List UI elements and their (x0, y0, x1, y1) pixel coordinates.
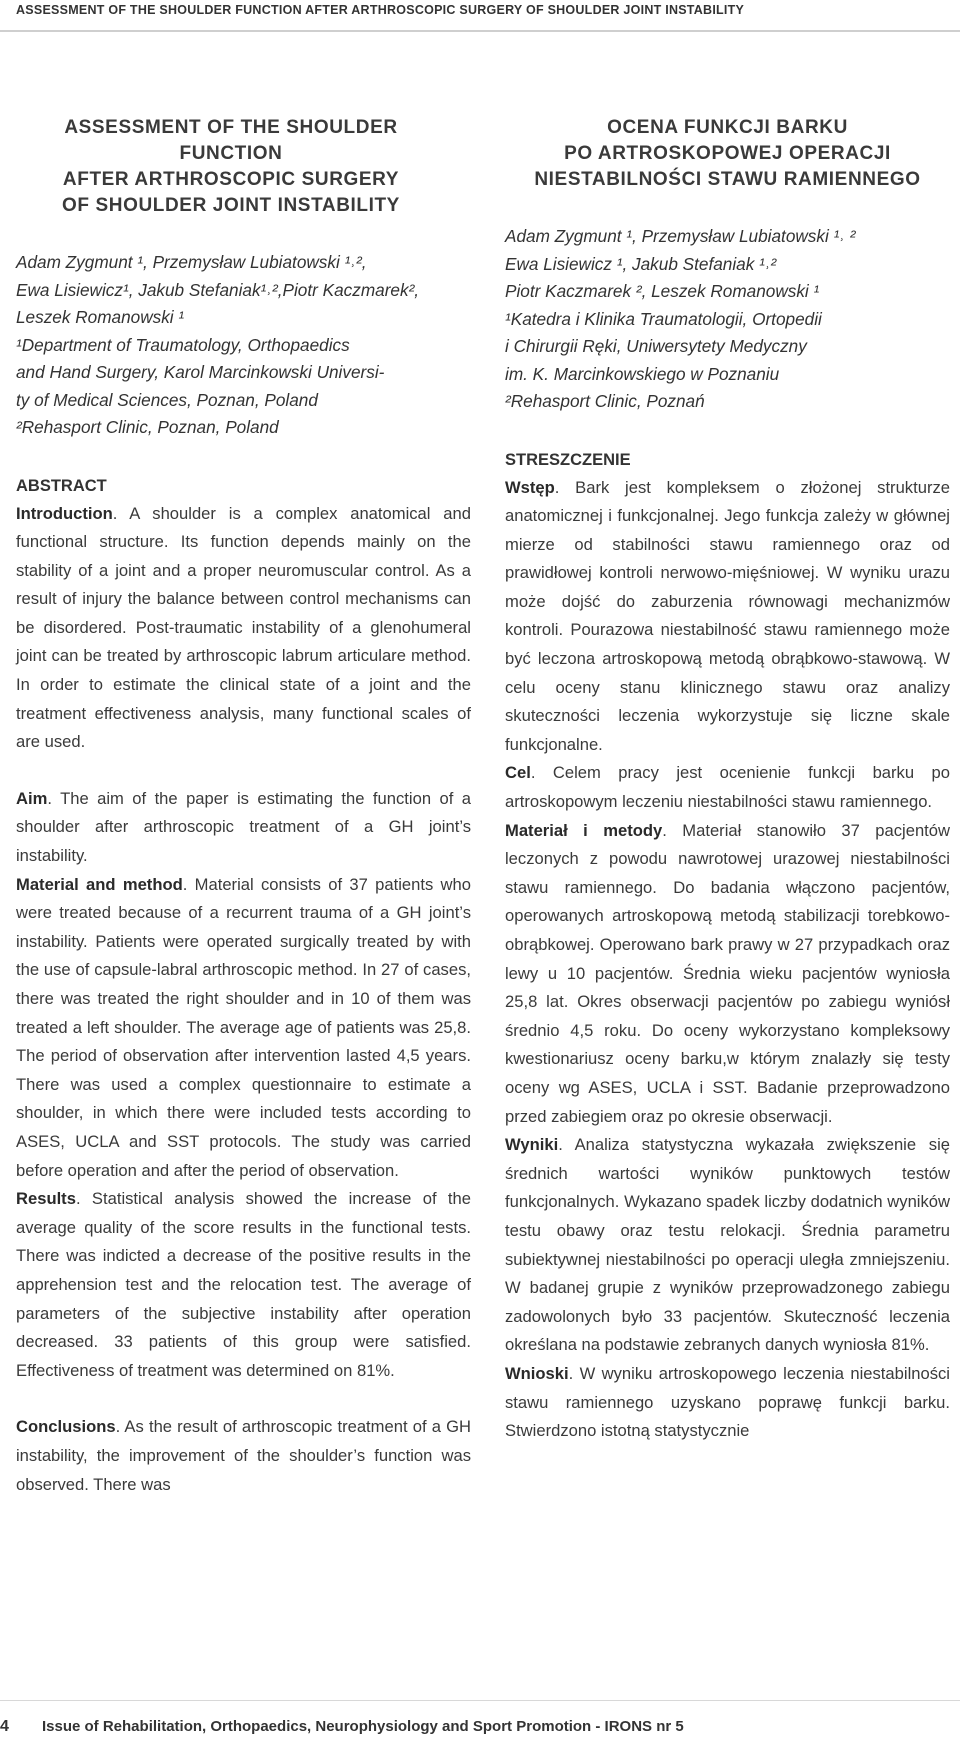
wstep-text: . Bark jest kompleksem o złożonej strukturze anatomicznej i funkcjonalnej. Jego funkcja zależy w głównej mierze od stabilności stawu ramiennego oraz od prawidłowej kontroli nerwowo-mięśniowej. W wyniku urazu może dojść do zaburzenia równowagi mechanizmów kontroli. Pourazowa niestabilność stawu ramiennego może być leczona artroskopową metodą obrąbkowo-stawową. W celu oceny stanu klinicznego stawu oraz analizy skuteczności leczenia wykorzystuje się liczne skale funkcjonalne. (505, 477, 950, 754)
abstract-heading: ABSTRACT (16, 476, 107, 495)
material-metody-text: . Materiał stanowiło 37 pacjentów leczonych z powodu nawrotowej urazowej niestabilności stawu ramiennego. Do badania włączono pacjentów, operowanych artroskopową metodą stabilizacji torebkowo-obrąbkowej. Operowano bark prawy w 27 przypadkach oraz lewy u 10 pacjentów. Średnia wieku pacjentów wyniosła 25,8 lat. Okres obserwacji pacjentów po zabiegu wyniósł średnio 4,5 roku. Do oceny wykorzystano kompleksowy kwestionariusz oceny barku,w którym znalazły się testy oceny wg ASES, UCLA i SST. Badanie przeprowadzono przed zabiegiem oraz po okresie obserwacji. (505, 820, 950, 1126)
material-method-label: Material and method (16, 874, 183, 894)
results-text: . Statistical analysis showed the increase of the average quality of the score results in the functional tests. There was indicted a decrease of the positive results in the apprehension test and the relocation test. The average of parameters of the subjective instability after operation decreased. 33 patients of this group were satisfied. Effectiveness of treatment was determined on 81%. (16, 1189, 471, 1380)
english-title-line: OF SHOULDER JOINT INSTABILITY (62, 195, 400, 216)
streszczenie-heading: STRESZCZENIE (505, 450, 631, 469)
wyniki-label: Wyniki (505, 1135, 559, 1155)
author-line: Ewa Lisiewicz¹, Jakub Stefaniak¹˒²,Piotr Kaczmarek², (16, 279, 420, 300)
english-title-line: AFTER ARTHROSCOPIC SURGERY (62, 169, 400, 190)
material-method-paragraph (16, 871, 471, 1186)
wstep-paragraph (505, 474, 950, 760)
page-footer (0, 1718, 960, 1742)
affiliation-line: ²Rehasport Clinic, Poznań (505, 391, 705, 411)
running-head-rule (0, 30, 960, 32)
aim-text: . The aim of the paper is estimating the function of a shoulder after arthroscopic treatment of a GH joint’s instability. (16, 788, 471, 866)
running-head-text: ASSESSMENT OF THE SHOULDER FUNCTION AFTER ARTHROSCOPIC SURGERY OF SHOULDER JOINT INSTABILITY (16, 3, 745, 17)
cel-text: . Celem pracy jest ocenienie funkcji barku po artroskopowym leczeniu niestabilności stawu ramiennego. (505, 763, 950, 812)
conclusions-text: . As the result of arthroscopic treatment of a GH instability, the improvement of the shoulder’s function was observed. There was (16, 1417, 471, 1494)
affiliation-line: im. K. Marcinkowskiego w Poznaniu (505, 363, 780, 384)
author-line: Adam Zygmunt ¹, Przemysław Lubiatowski ¹˒², (16, 252, 367, 272)
wyniki-paragraph (505, 1131, 950, 1360)
introduction-label: Introduction (16, 503, 113, 523)
affiliation-line: and Hand Surgery, Karol Marcinkowski Universi- (16, 362, 385, 382)
affiliation-line: ¹Katedra i Klinika Traumatologii, Ortopedii (505, 308, 822, 329)
author-line: Piotr Kaczmarek ², Leszek Romanowski ¹ (505, 281, 820, 301)
page-number: 4 (0, 1718, 9, 1735)
english-column (16, 115, 471, 1499)
running-head (0, 0, 960, 30)
footer-rule (0, 1700, 960, 1701)
results-label: Results (16, 1189, 76, 1209)
wnioski-label: Wnioski (505, 1363, 569, 1383)
cel-paragraph (505, 759, 950, 816)
wnioski-paragraph (505, 1360, 950, 1446)
journal-name: Issue of Rehabilitation, Orthopaedics, Neurophysiology and Sport Promotion - IRONS nr 5 (42, 1718, 684, 1735)
author-line: Leszek Romanowski ¹ (16, 307, 185, 327)
material-method-text: . Material consists of 37 patients who were treated because of a recurrent trauma of a GH joint’s instability. Patients were operated surgically treated by with the use of capsule-labral arthroscopic method. In 27 of cases, there was treated the right shoulder and in 10 of them was treated a left shoulder. The average age of patients was 25,8. The period of observation after intervention lasted 4,5 years. There was used a complex questionnaire to estimate a shoulder, in which there were included tests according to ASES, UCLA and SST protocols. The study was carried before operation and after the period of observation. (16, 874, 471, 1180)
cel-label: Cel (505, 763, 531, 783)
affiliation-line: i Chirurgii Ręki, Uniwersytety Medyczny (505, 336, 807, 356)
english-authors-affiliations (16, 249, 471, 442)
author-line: Ewa Lisiewicz ¹, Jakub Stefaniak ¹˒² (505, 253, 777, 274)
polish-column (505, 115, 950, 1446)
affiliation-line: ²Rehasport Clinic, Poznan, Poland (16, 417, 279, 437)
author-line: Adam Zygmunt ¹, Przemysław Lubiatowski ¹˒ ² (505, 226, 856, 246)
introduction-text: . A shoulder is a complex anatomical and functional structure. Its function depends mainly on the stability of a joint and a proper neuromuscular control. As a result of injury the balance between control mechanisms can be disordered. Post-traumatic instability of a glenohumeral joint can be treated by arthroscopic labrum articulare method. In order to estimate the clinical state of a joint and the treatment effectiveness analysis, many functional scales of are used. (16, 503, 471, 752)
polish-authors-affiliations (505, 223, 950, 416)
conclusions-paragraph (16, 1413, 471, 1499)
aim-paragraph (16, 785, 471, 871)
polish-title-line: OCENA FUNKCJI BARKU (607, 117, 848, 138)
aim-label: Aim (16, 788, 48, 808)
introduction-paragraph (16, 500, 471, 757)
wnioski-text: . W wyniku artroskopowego leczenia niestabilności stawu ramiennego uzyskano poprawę funkcji barku. Stwierdzono istotną statystycznie (505, 1363, 950, 1441)
material-metody-label: Materiał i metody (505, 820, 663, 840)
wyniki-text: . Analiza statystyczna wykazała zwiększenie się średnich wartości wyników punktowych testów funkcjonalnych. Wykazano spadek liczby dodatnich wyników testu obawy oraz testu relokacji. Średnia parametru subiektywnej niestabilności po operacji uległa zmniejszeniu. W badanej grupie z wyników przeprowadzonego zabiegu zadowolonych było 33 pacjentów. Skuteczność leczenia określana na podstawie zebranych danych wyniosła 81%. (505, 1135, 950, 1355)
polish-title (505, 115, 950, 193)
results-paragraph (16, 1185, 471, 1385)
material-metody-paragraph (505, 817, 950, 1132)
polish-title-line: PO ARTROSKOPOWEJ OPERACJI (564, 143, 891, 164)
polish-title-line: NIESTABILNOŚCI STAWU RAMIENNEGO (534, 169, 921, 190)
wstep-label: Wstęp (505, 477, 555, 497)
english-title-line: ASSESSMENT OF THE SHOULDER FUNCTION (64, 117, 398, 164)
affiliation-line: ty of Medical Sciences, Poznan, Poland (16, 389, 318, 410)
english-title (16, 115, 446, 219)
conclusions-label: Conclusions (16, 1417, 116, 1437)
affiliation-line: ¹Department of Traumatology, Orthopaedics (16, 334, 350, 355)
